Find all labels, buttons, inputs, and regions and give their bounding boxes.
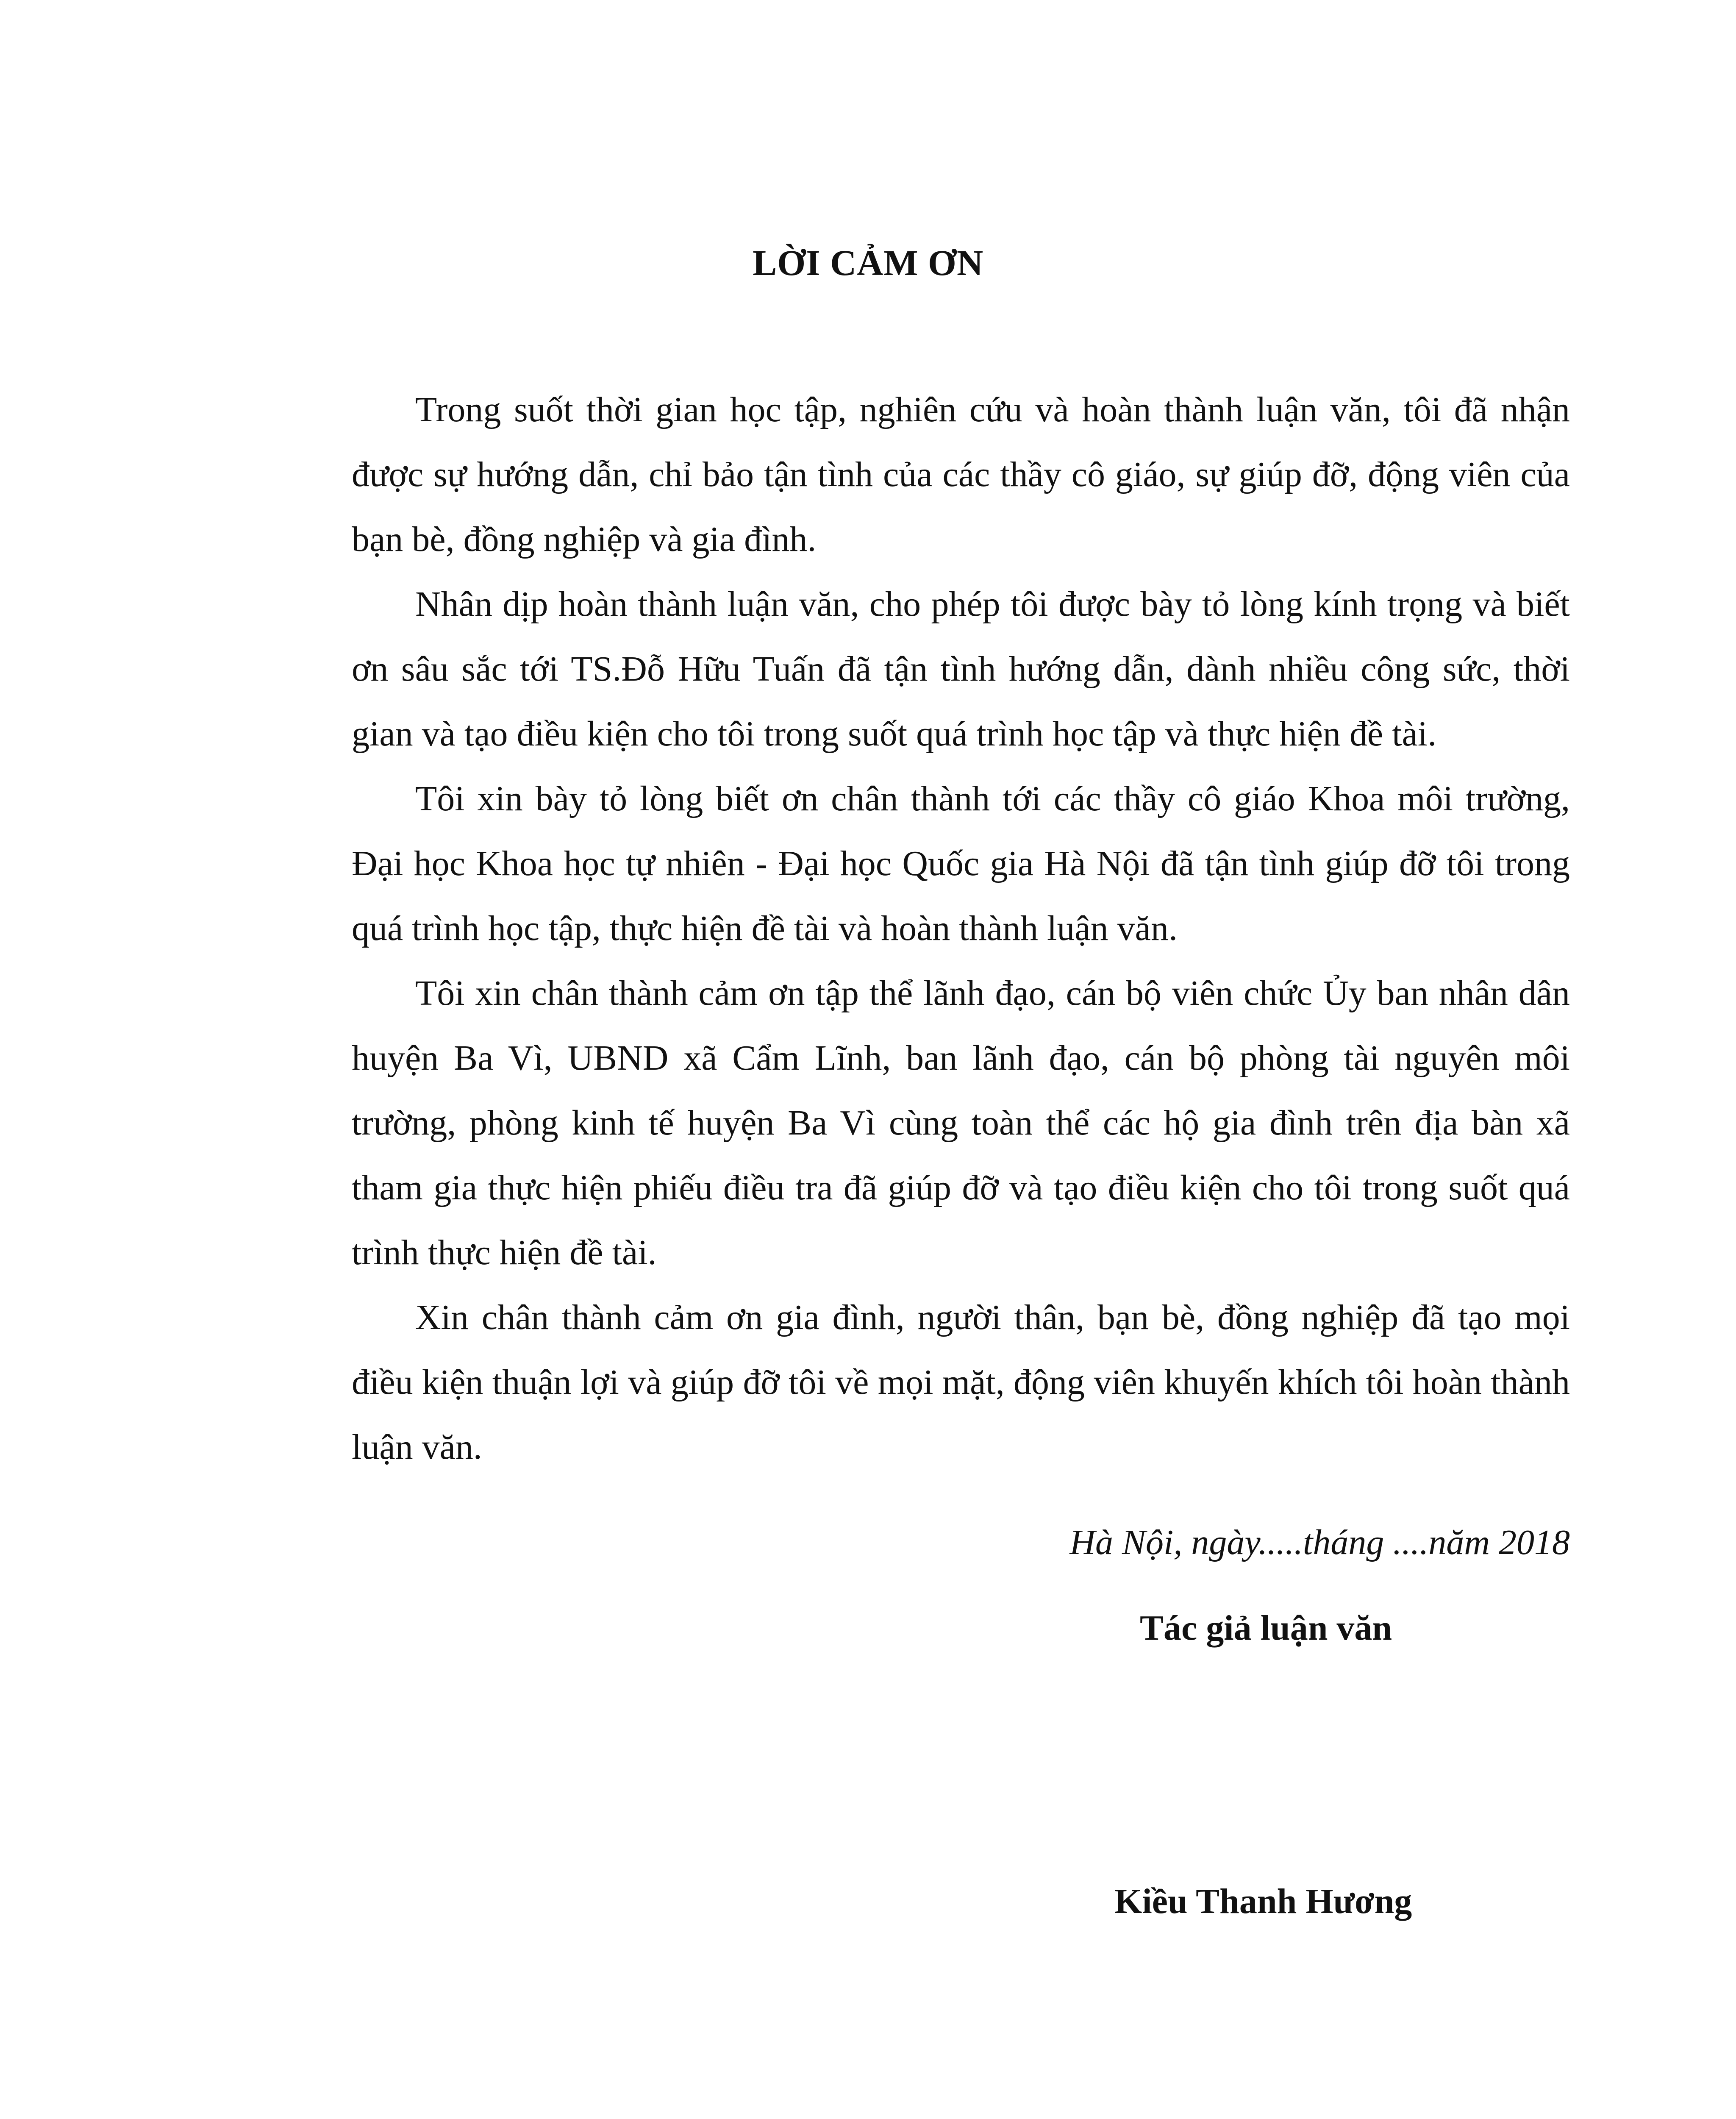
paragraph-4: Tôi xin chân thành cảm ơn tập thể lãnh đạo, cán bộ viên chức Ủy ban nhân dân huyện Ba Vì, UBND xã Cẩm Lĩnh, ban lãnh đạo, cán bộ phòng tài nguyên môi trường, phòng kinh tế huyện Ba Vì cùng toàn thể các hộ gia đình trên địa bàn xã tham gia thực hiện phiếu điều tra đã giúp đỡ và tạo điều kiện cho tôi trong suốt quá trình thực hiện đề tài. <box>352 973 1570 1272</box>
paragraph-5: Xin chân thành cảm ơn gia đình, người thân, bạn bè, đồng nghiệp đã tạo mọi điều kiện thuận lợi và giúp đỡ tôi về mọi mặt, động viên khuyến khích tôi hoàn thành luận văn. <box>352 1298 1570 1467</box>
author-name: Kiều Thanh Hương <box>1114 1882 1412 1921</box>
paragraph-1: Trong suốt thời gian học tập, nghiên cứu và hoàn thành luận văn, tôi đã nhận được sự hướng dẫn, chỉ bảo tận tình của các thầy cô giáo, sự giúp đỡ, động viên của bạn bè, đồng nghiệp và gia đình. <box>352 390 1570 559</box>
paragraph-3: Tôi xin bày tỏ lòng biết ơn chân thành tới các thầy cô giáo Khoa môi trường, Đại học Khoa học tự nhiên - Đại học Quốc gia Hà Nội đã tận tình giúp đỡ tôi trong quá trình học tập, thực hiện đề tài và hoàn thành luận văn. <box>352 779 1570 948</box>
page-title: LỜI CẢM ƠN <box>752 242 984 283</box>
acknowledgement-body <box>352 377 1570 1479</box>
author-label: Tác giả luận văn <box>1140 1608 1392 1648</box>
paragraph-2: Nhân dịp hoàn thành luận văn, cho phép tôi được bày tỏ lòng kính trọng và biết ơn sâu sắc tới TS.Đỗ Hữu Tuấn đã tận tình hướng dẫn, dành nhiều công sức, thời gian và tạo điều kiện cho tôi trong suốt quá trình học tập và thực hiện đề tài. <box>352 584 1570 754</box>
date-line: Hà Nội, ngày.....tháng ....năm 2018 <box>1069 1523 1570 1562</box>
